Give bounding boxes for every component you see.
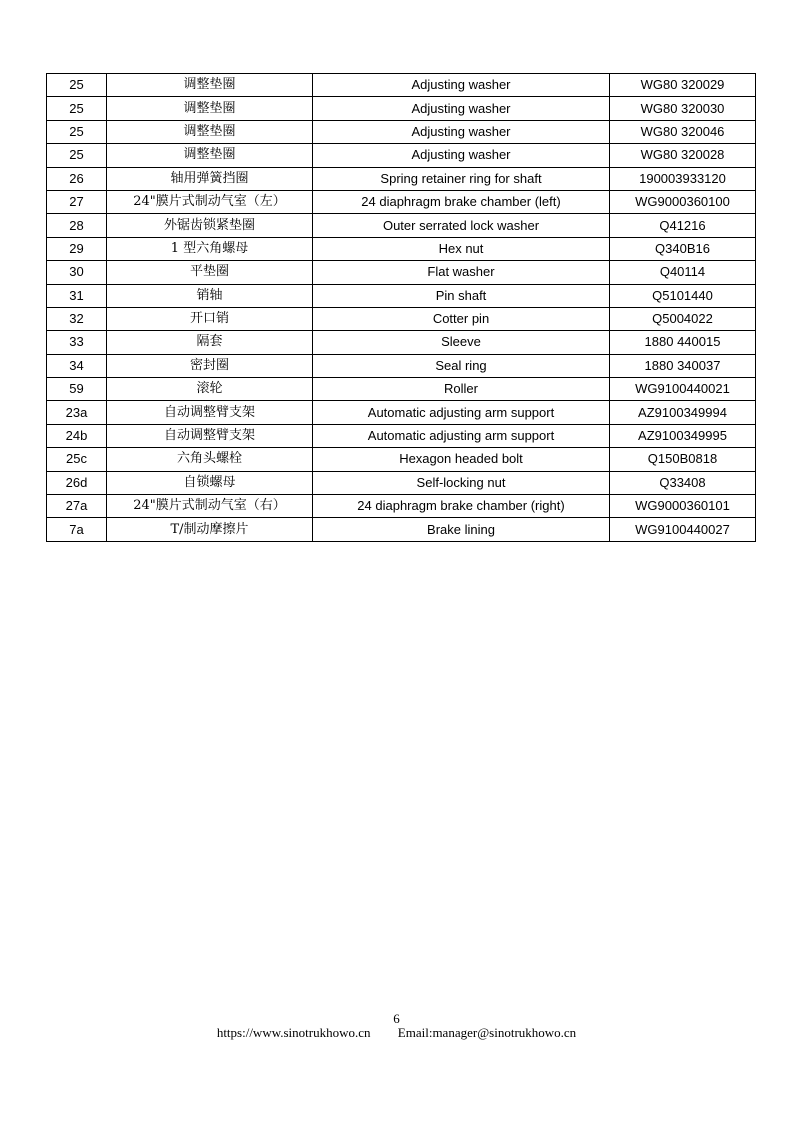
table-row [47,378,756,401]
table-row [47,120,756,143]
chinese-name-cell: 密封圈 [107,354,313,377]
english-name-cell: Brake lining [313,518,610,541]
parts-table [46,73,756,542]
chinese-name-cell: 调整垫圈 [107,97,313,120]
page-footer [0,1025,793,1041]
chinese-name-cell: 自动调整臂支架 [107,401,313,424]
table-row [47,261,756,284]
english-name-cell: Spring retainer ring for shaft [313,167,610,190]
table-row [47,284,756,307]
table-row [47,424,756,447]
table-row [47,471,756,494]
item-number-cell: 30 [47,261,107,284]
chinese-name-cell: 销轴 [107,284,313,307]
item-number-cell: 26 [47,167,107,190]
item-number-cell: 59 [47,378,107,401]
item-number-cell: 26d [47,471,107,494]
email-address[interactable]: Email:manager@sinotrukhowo.cn [397,1025,577,1040]
item-number-cell: 27 [47,190,107,213]
chinese-name-cell: 滚轮 [107,378,313,401]
part-code-cell: WG9000360101 [610,495,756,518]
english-name-cell: Automatic adjusting arm support [313,424,610,447]
part-code-cell: 1880 440015 [610,331,756,354]
chinese-name-cell: 调整垫圈 [107,74,313,97]
part-code-cell: Q150B0818 [610,448,756,471]
part-code-cell: WG80 320028 [610,144,756,167]
english-name-cell: Adjusting washer [313,74,610,97]
item-number-cell: 7a [47,518,107,541]
part-code-cell: AZ9100349994 [610,401,756,424]
part-code-cell: WG9100440021 [610,378,756,401]
item-number-cell: 25c [47,448,107,471]
item-number-cell: 33 [47,331,107,354]
chinese-name-cell: 隔套 [107,331,313,354]
part-code-cell: Q41216 [610,214,756,237]
part-code-cell: WG9100440027 [610,518,756,541]
table-row [47,331,756,354]
chinese-name-cell: T/制动摩擦片 [107,518,313,541]
english-name-cell: Hex nut [313,237,610,260]
item-number-cell: 25 [47,74,107,97]
chinese-name-cell: 平垫圈 [107,261,313,284]
english-name-cell: Cotter pin [313,307,610,330]
item-number-cell: 27a [47,495,107,518]
item-number-cell: 25 [47,144,107,167]
item-number-cell: 23a [47,401,107,424]
chinese-name-cell: 调整垫圈 [107,120,313,143]
english-name-cell: Self-locking nut [313,471,610,494]
parts-table-body [47,74,756,542]
english-name-cell: Sleeve [313,331,610,354]
page-number: 6 [393,1011,400,1026]
chinese-name-cell: 轴用弹簧挡圈 [107,167,313,190]
table-row [47,518,756,541]
english-name-cell: 24 diaphragm brake chamber (right) [313,495,610,518]
item-number-cell: 32 [47,307,107,330]
table-row [47,495,756,518]
part-code-cell: WG80 320029 [610,74,756,97]
table-row [47,74,756,97]
table-row [47,307,756,330]
part-code-cell: Q5101440 [610,284,756,307]
item-number-cell: 28 [47,214,107,237]
part-code-cell: WG80 320046 [610,120,756,143]
table-row [47,448,756,471]
chinese-name-cell: 自锁螺母 [107,471,313,494]
table-row [47,97,756,120]
table-row [47,401,756,424]
website-link[interactable]: https://www.sinotrukhowo.cn [216,1025,371,1040]
chinese-name-cell: 六角头螺栓 [107,448,313,471]
english-name-cell: Adjusting washer [313,97,610,120]
table-row [47,354,756,377]
item-number-cell: 34 [47,354,107,377]
part-code-cell: Q33408 [610,471,756,494]
table-row [47,167,756,190]
chinese-name-cell: 24"膜片式制动气室（左） [107,190,313,213]
part-code-cell: 190003933120 [610,167,756,190]
part-code-cell: Q40114 [610,261,756,284]
english-name-cell: Automatic adjusting arm support [313,401,610,424]
table-row [47,237,756,260]
part-code-cell: 1880 340037 [610,354,756,377]
part-code-cell: Q340B16 [610,237,756,260]
item-number-cell: 31 [47,284,107,307]
part-code-cell: WG80 320030 [610,97,756,120]
chinese-name-cell: 1 型六角螺母 [107,237,313,260]
part-code-cell: AZ9100349995 [610,424,756,447]
chinese-name-cell: 外锯齿锁紧垫圈 [107,214,313,237]
english-name-cell: Flat washer [313,261,610,284]
chinese-name-cell: 24"膜片式制动气室（右） [107,495,313,518]
table-row [47,144,756,167]
english-name-cell: Adjusting washer [313,144,610,167]
english-name-cell: Hexagon headed bolt [313,448,610,471]
item-number-cell: 29 [47,237,107,260]
english-name-cell: Adjusting washer [313,120,610,143]
chinese-name-cell: 自动调整臂支架 [107,424,313,447]
english-name-cell: Roller [313,378,610,401]
item-number-cell: 25 [47,120,107,143]
table-row [47,190,756,213]
english-name-cell: Seal ring [313,354,610,377]
item-number-cell: 24b [47,424,107,447]
english-name-cell: 24 diaphragm brake chamber (left) [313,190,610,213]
part-code-cell: WG9000360100 [610,190,756,213]
table-row [47,214,756,237]
part-code-cell: Q5004022 [610,307,756,330]
chinese-name-cell: 调整垫圈 [107,144,313,167]
english-name-cell: Pin shaft [313,284,610,307]
item-number-cell: 25 [47,97,107,120]
chinese-name-cell: 开口销 [107,307,313,330]
english-name-cell: Outer serrated lock washer [313,214,610,237]
